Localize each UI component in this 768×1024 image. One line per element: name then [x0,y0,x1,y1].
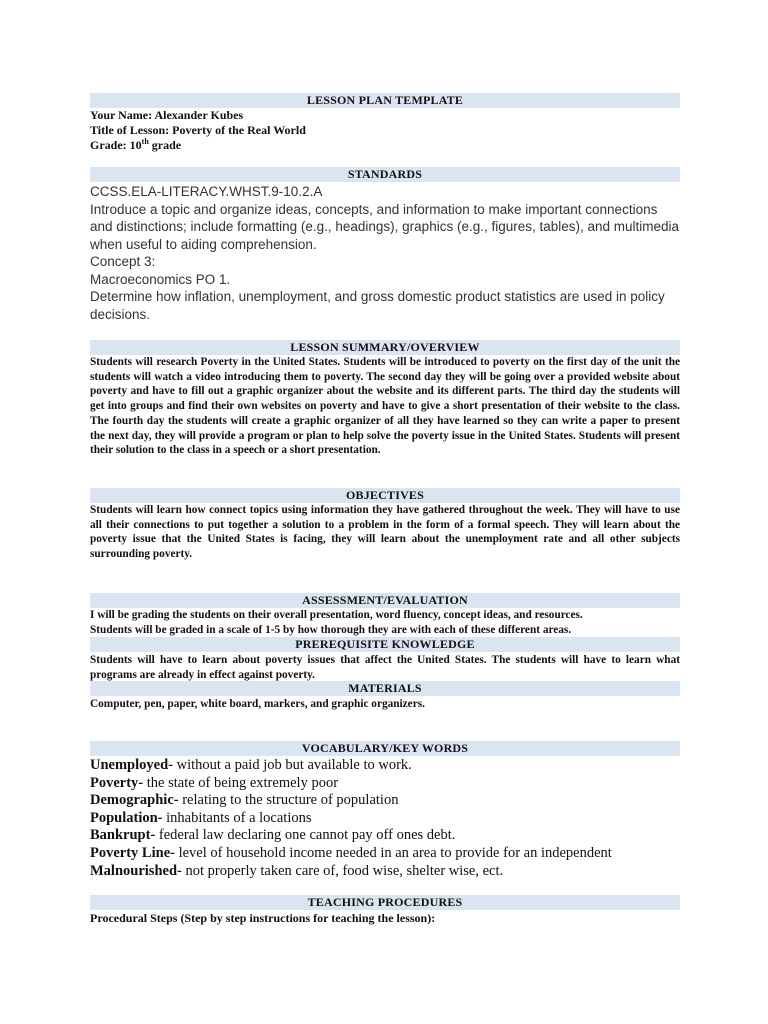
vocab-item [90,757,680,775]
assessment-body [90,608,680,637]
vocab-definition: federal law declaring one cannot pay off ones debt. [155,827,456,844]
macroeconomics-description: Determine how inflation, unemployment, and gross domestic product statistics are used in policy decisions. [90,289,665,322]
author-name: Your Name: Alexander Kubes [90,108,244,122]
vocab-term: Poverty Line- [90,844,175,861]
vocab-definition: inhabitants of a locations [162,809,312,826]
prerequisite-heading: PREREQUISITE KNOWLEDGE [90,637,680,652]
vocab-definition: without a paid job but available to work. [172,757,412,773]
procedural-steps-label: Procedural Steps (Step by step instructions for teaching the lesson): [90,911,436,925]
vocab-term: Malnourished- [90,862,182,879]
vocabulary-heading: VOCABULARY/KEY WORDS [90,741,680,756]
standards-body [90,183,680,323]
summary-text: Students will research Poverty in the United States. Students will be introduced to poverty on the first day of the unit the students will watch a video introducing them to poverty. The second day they will be going over a provided website about poverty and have to fill out a graphic organizer about the website and its different parts. The third day the students will get into groups and find their own websites on poverty and have to give a short presentation of their website to the class. The fourth day the students will create a graphic organizer of all they have learned so they can write a paper to present the next day, they will provide a program or plan to help solve the poverty issue in the United States. Students will present their solution to the class in a speech or a short presentation. [90,356,680,457]
vocab-definition: the state of being extremely poor [143,774,339,791]
vocab-item [90,792,680,810]
assessment-heading: ASSESSMENT/EVALUATION [90,593,680,608]
grade-superscript: th [141,137,149,146]
prerequisite-text: Students will have to learn about poverty issues that affect the United States. The students will have to learn what programs are already in effect against poverty. [90,654,680,681]
vocab-item [90,827,680,845]
standard-description: Introduce a topic and organize ideas, concepts, and information to make important connections and distinctions; include formatting (e.g., headings), graphics (e.g., figures, tables), and multimedia when useful to aiding comprehension. [90,201,680,252]
vocab-definition: relating to the structure of population [178,792,399,809]
materials-body [90,697,680,712]
vocab-definition: not properly taken care of, food wise, shelter wise, ect. [181,862,504,879]
objectives-body [90,503,680,562]
summary-body [90,355,680,458]
lesson-title: Title of Lesson: Poverty of the Real World [90,123,306,137]
grade-line [90,138,680,153]
materials-heading: MATERIALS [90,681,680,696]
procedures-heading: TEACHING PROCEDURES [90,895,680,910]
vocab-item [90,810,680,828]
prerequisite-body [90,653,680,682]
standard-code: CCSS.ELA-LITERACY.WHST.9-10.2.A [90,184,323,199]
vocab-term: Bankrupt- [90,827,156,844]
vocab-item [90,775,680,793]
grade-suffix: grade [148,138,182,152]
vocab-term: Demographic- [90,792,179,809]
assessment-line-1: I will be grading the students on their overall presentation, word fluency, concept ideas, and resources. [90,609,583,621]
objectives-text: Students will learn how connect topics using information they have gathered throughout the week. They will have to use all their connections to put together a solution to a problem in the form of a formal speech. They will learn about the poverty issue that the United States is facing, they will learn about the unemployment rate and all other subjects surrounding poverty. [90,504,680,561]
assessment-line-2: Students will be graded in a scale of 1-5 by how thorough they are with each of these different areas. [90,623,572,636]
vocab-item [90,863,680,881]
grade-prefix: Grade: 10 [90,138,142,152]
vocabulary-list [90,757,680,880]
vocab-term: Unemployed- [90,757,173,773]
lesson-plan-title: LESSON PLAN TEMPLATE [90,93,680,108]
vocab-term: Population- [90,809,163,826]
standards-heading: STANDARDS [90,167,680,182]
vocab-definition: level of household income needed in an area to provide for an independent [174,844,612,861]
vocab-term: Poverty- [90,774,144,791]
macroeconomics-label: Macroeconomics PO 1. [90,271,231,287]
materials-text: Computer, pen, paper, white board, markers, and graphic organizers. [90,698,425,710]
concept-label: Concept 3: [90,254,156,269]
vocab-item [90,845,680,863]
summary-heading: LESSON SUMMARY/OVERVIEW [90,340,680,355]
objectives-heading: OBJECTIVES [90,488,680,503]
